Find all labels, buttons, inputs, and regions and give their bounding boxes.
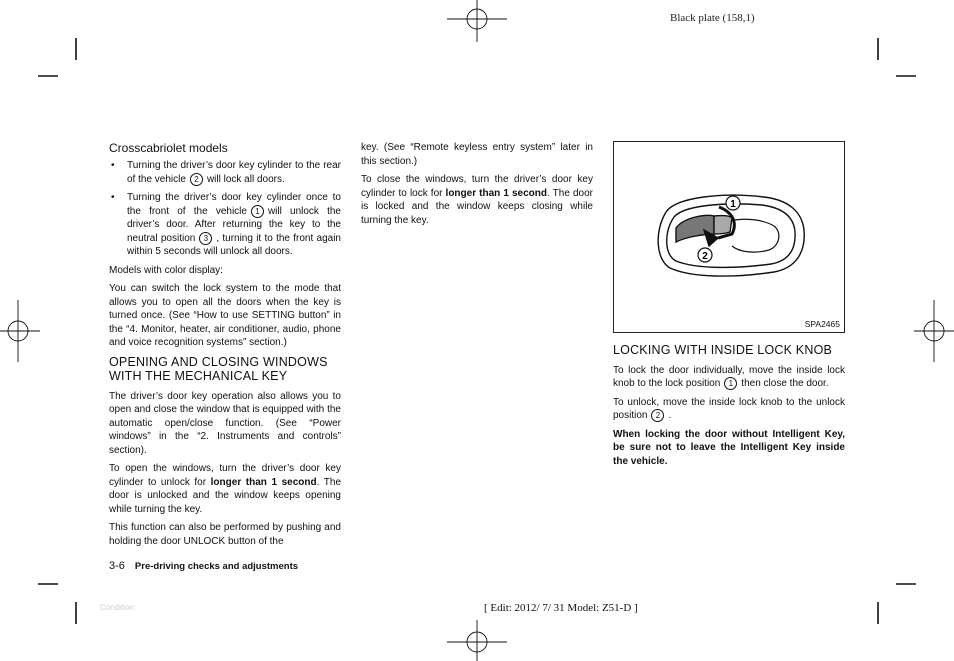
bullet-text: Turning the driver’s door key cylinder to the rear of the vehicle bbox=[127, 160, 341, 185]
text: then close the door. bbox=[741, 378, 829, 390]
text: . The door is unlocked and the window keeps opening while turning the key. bbox=[109, 476, 342, 515]
page-footer bbox=[109, 560, 298, 572]
plate-label: Black plate (158,1) bbox=[670, 12, 755, 24]
list-item bbox=[109, 191, 341, 259]
bullet-text: , turning it to the front again within 5 seconds will unlock all doors. bbox=[127, 232, 341, 258]
text: To open the windows, turn the driver’s door key cylinder to unlock for bbox=[109, 463, 341, 488]
bullet-text: will unlock the driver’s door. After returning the key to the neutral position bbox=[127, 205, 341, 244]
list-item bbox=[109, 159, 341, 186]
text: . The door is locked and the window keeps closing while turning the key. bbox=[361, 187, 593, 226]
bullet-list bbox=[109, 159, 341, 259]
circled-number: 1 bbox=[251, 205, 264, 218]
column-left bbox=[109, 141, 341, 553]
callout-text: 2 bbox=[702, 251, 708, 262]
callout-text: 1 bbox=[730, 199, 736, 210]
edit-info: [ Edit: 2012/ 7/ 31 Model: Z51-D ] bbox=[484, 602, 638, 614]
circled-number: 2 bbox=[651, 409, 664, 422]
subheading-crosscabriolet: Crosscabriolet models bbox=[109, 141, 228, 155]
paragraph-function: This function can also be performed by pushing and holding the door UNLOCK button of the bbox=[109, 522, 341, 547]
callout-2 bbox=[698, 248, 712, 262]
bullet-text: Turning the driver’s door key cylinder once to the front of the vehicle bbox=[127, 192, 341, 217]
paragraph-close-windows bbox=[361, 173, 593, 227]
column-middle bbox=[361, 141, 593, 232]
figure-inside-lock-knob bbox=[613, 141, 845, 333]
text: To unlock, move the inside lock knob to the unlock position bbox=[613, 396, 845, 422]
paragraph-switch-mode: You can switch the lock system to the mode that allows you to open all the doors when the key is turned once. (See “How to use SETTING button” in the “4. Monitor, heater, air conditioner, audio, phone and voice recognition systems” section.) bbox=[109, 283, 341, 349]
bold-text: longer than 1 second bbox=[210, 476, 317, 488]
heading-inside-lock-knob: LOCKING WITH INSIDE LOCK KNOB bbox=[613, 343, 833, 357]
section-title: Pre-driving checks and adjustments bbox=[134, 561, 299, 572]
page-number: 3-6 bbox=[109, 560, 125, 572]
paragraph-driver-door: The driver’s door key operation also allows you to open and close the window that is equipped with the automatic open/close function. (See “Power windows” in the “2. Instruments and controls” section). bbox=[109, 390, 341, 456]
figure-code: SPA2465 bbox=[804, 319, 840, 329]
circled-number: 2 bbox=[190, 173, 203, 186]
bold-warning: When locking the door without Intelligent Key, be sure not to leave the Intelligent Key inside the vehicle. bbox=[613, 428, 845, 467]
callout-1 bbox=[726, 196, 740, 210]
heading-mechanical-key: OPENING AND CLOSING WINDOWS WITH THE MECHANICAL KEY bbox=[109, 354, 328, 384]
bold-text: longer than 1 second bbox=[445, 187, 547, 199]
warning-text bbox=[613, 428, 845, 469]
paragraph-unlock bbox=[613, 396, 845, 423]
paragraph-lock bbox=[613, 364, 845, 391]
text: To close the windows, turn the driver’s door key cylinder to lock for bbox=[361, 174, 593, 199]
bullet-text: will lock all doors. bbox=[206, 173, 285, 185]
circled-number: 3 bbox=[199, 232, 212, 245]
column-right bbox=[613, 338, 845, 473]
condition-label: Condition: bbox=[100, 603, 137, 612]
paragraph-remote-key: key. (See “Remote keyless entry system” later in this section.) bbox=[361, 142, 593, 167]
circled-number: 1 bbox=[724, 377, 737, 390]
door-handle-illustration bbox=[614, 142, 844, 332]
paragraph-models: Models with color display: bbox=[109, 264, 223, 276]
text: . bbox=[668, 410, 672, 422]
text: To lock the door individually, move the inside lock knob to the lock position bbox=[613, 364, 845, 390]
paragraph-open-windows bbox=[109, 462, 341, 516]
